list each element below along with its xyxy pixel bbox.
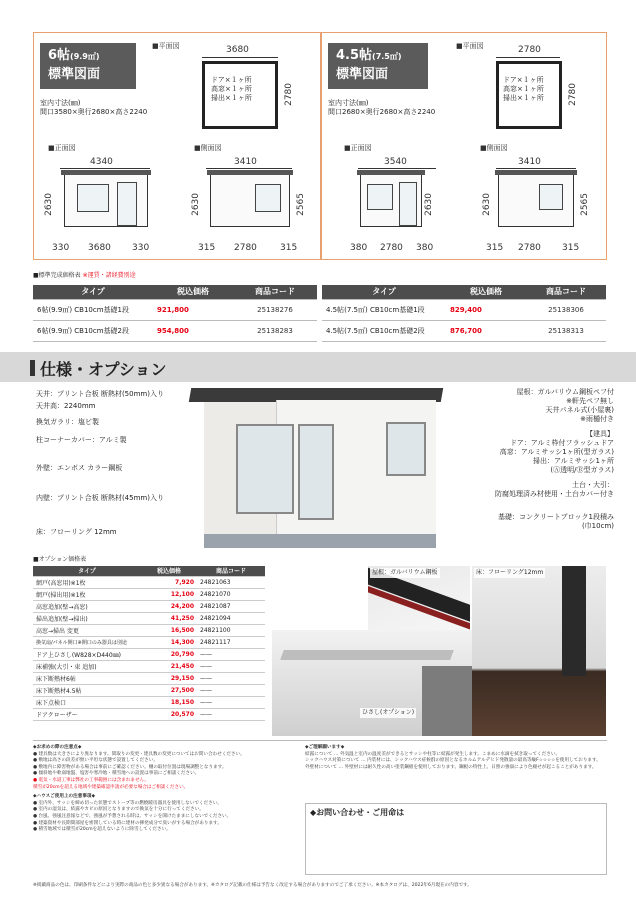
price-section-title: ■標準完成価格表 ※運賃・諸経費別途 — [33, 272, 136, 279]
spec-heading: 仕様・オプション — [40, 360, 167, 379]
side-label: ■側面図 — [194, 144, 222, 152]
plan-width-dim: 3680 — [226, 45, 249, 55]
table-row: 換気扇/パネル開口※開口のみ器具は別途 14,300 24821117 — [33, 636, 265, 648]
contact-notes: ◆ご理解願います◆ 結露について … 外気温と室内の温度差ができるとサッシや柱等に結露が発生します。こまめに水滴を拭き取ってください。 シックハウス対策について … 内装材には、シックハウス症候群の原因となるホルムアルデヒド発散量の最高等級F☆☆☆☆を使用しております。 外壁材について … 外壁材には耐久性の高い塗装鋼板を使用しております。鋼板の特性上、日照の強弱により色褪せが起こることがあります。 — [305, 745, 601, 770]
table-row: 網戸(高窓用)※1枚 7,920 24821063 — [33, 576, 265, 588]
price-table-right: タイプ 税込価格 商品コード 4.5帖(7.5㎡) CB10cm基礎1段 829,400 25138306 4.5帖(7.5㎡) CB10cm基礎2段 876,700 25138313 — [322, 285, 606, 342]
room-dim: 間口3580×奥行2680×高さ2240 — [40, 108, 148, 116]
table-row: 6帖(9.9㎡) CB10cm基礎1段 921,800 25138276 — [33, 299, 317, 320]
footer-note: ※掲載商品の色は、印刷条件などにより実際の商品の色と多少異なる場合があります。※カタログ記載の仕様は予告なく改定する場合がありますのでご了承ください。※本カタログは、2022年6月現在の内容です。 — [33, 883, 472, 888]
front-elevation — [64, 173, 148, 227]
table-row: 網戸(掃出用)※1枚 12,100 24821070 — [33, 588, 265, 600]
table-row: ドア上ひさし(W828×D440㎜) 20,790 —— — [33, 648, 265, 660]
table-row: 6帖(9.9㎡) CB10cm基礎2段 954,800 25138283 — [33, 320, 317, 341]
notes-area — [33, 740, 607, 878]
table-row: 床補強(大引・束 追加) 21,450 —— — [33, 660, 265, 672]
unit-45jo-box: 4.5帖(7.5㎡) 標準図面 ■平面図 2780 ドア×１ヶ所 高窓×１ヶ所 掃出×１ヶ所 2780 室内寸法(㎜) 間口2680×奥行2680×高さ2240 ■正面図 ■側面図 3540 2630 380 2780 380 3410 2630 2565 315 2780 315 — [321, 32, 607, 260]
unit-45jo-title: 4.5帖(7.5㎡) 標準図面 — [328, 43, 428, 89]
table-row: 4.5帖(7.5㎡) CB10cm基礎2段 876,700 25138313 — [322, 320, 606, 341]
options-table: タイプ 税込価格 商品コード 網戸(高窓用)※1枚 7,920 24821063 網戸(掃出用)※1枚 12,100 24821070 高窓追加(壁→高窓) 24,200 24821087 掃出追加(壁→掃出) 41,250 24821094 高窓→掃出 変更 16,500 24821100 換気扇/パネル開口※開口のみ器具は別途 14,300 24821117 ドア上ひさし(W828×D440㎜) 20,790 —— 床補強(大引・束 追加) 21,450 —— 床下断熱材6帖 29,150 —— 床下断熱材4.5帖 27,500 —— 床下点検口 18,150 —— ドアクローザー 20,570 —— — [33, 566, 265, 721]
photo-floor: 床：フローリング12mm — [472, 566, 606, 736]
photo-canopy: ひさし(オプション) — [272, 630, 472, 736]
floor-plan: ドア×１ヶ所 高窓×１ヶ所 掃出×１ヶ所 — [202, 61, 278, 129]
options-title: ■オプション価格表 — [33, 556, 87, 563]
price-table-left — [33, 285, 317, 342]
table-row: 高窓→掃出 変更 16,500 24821100 — [33, 624, 265, 636]
table-row: 床下断熱材6帖 29,150 —— — [33, 672, 265, 684]
plan-label: ■平面図 — [152, 42, 180, 50]
floor-plan: ドア×１ヶ所 高窓×１ヶ所 掃出×１ヶ所 — [496, 61, 562, 129]
col-price: 税込価格 — [153, 285, 233, 299]
spec-heading-bar — [0, 352, 636, 382]
front-label: ■正面図 — [48, 144, 76, 152]
col-code: 商品コード — [233, 285, 317, 299]
side-elevation — [210, 173, 290, 227]
inquiry-box: ◆お問い合わせ・ご用命は — [305, 803, 607, 875]
table-row: 床下点検口 18,150 —— — [33, 696, 265, 708]
building-photo — [190, 382, 450, 554]
table-row: 4.5帖(7.5㎡) CB10cm基礎1段 829,400 25138306 — [322, 299, 606, 320]
room-dim-title: 室内寸法(㎜) — [40, 99, 81, 107]
table-row: 高窓追加(壁→高窓) 24,200 24821087 — [33, 600, 265, 612]
order-notes: ◆お求めの際の注意点◆ ● 建具数は大きさにより異なります。間取りの変更・建具数の変更についてはお問い合わせください。 ● 敷地は高さの段差が無い平坦な状態で設置してください。 ● 敷地内に障害物がある場合は事前にご確認ください。樋の取付位置は現場調整となります。 ● 傾斜地や軟弱地盤、塩害や寒冷地・積雪地への設置は事前にご相談ください。 ● 電気・水道工事は弊社の工事範囲には含まれません。 積雪が20cmを超える地域や建築確認申請が必要な場合はご相談ください。 ◆ハウスご使用上の注意事項◆ ● 室内外、サッシを締め切った状態でストーブ等の燃焼暖房器具を使用しないでください。 ● 室内の湿気は、結露やカビの原因となりますので換気を十分に行ってください。 ● 台風、強風注意報などで、強風が予想される時は、サッシを開けたままにしないでください。 ● 建築資材や長期間部屋を密閉している時に建材の揮発成分で臭いがする場合があります。 ● 積雪地域では積雪が20cmを超えないように除雪してください。 — [33, 745, 245, 833]
spec-left-labels: 天井：プリント合板 断熱材(50mm)入り 天井高：2240mm 換気ガラリ：塩ビ製 柱コーナーカバー：アルミ製 外壁：エンボス カラー鋼板 内壁：プリント合板 断熱材(45mm)入り 床：フローリング 12mm — [36, 390, 164, 536]
unit-6jo-box: 6帖(9.9㎡) 標準図面 ■平面図 3680 ドア×１ヶ所 高窓×１ヶ所 掃出×１ヶ所 2780 室内寸法(㎜) 間口3580×奥行2680×高さ2240 ■正面図 ■側面図 4340 2630 330 3680 330 3410 2630 2565 315 2780 315 — [33, 32, 321, 260]
side-elevation — [498, 173, 574, 227]
spec-right-labels: 屋根：ガルバリウム鋼板ペフ付 ※軒先ペフ無し 天井パネル式(小屋裏) ※雨樋付き 【建具】 ドア：アルミ枠付フラッシュドア 高窓：アルミサッシ1ヶ所(型ガラス) 掃出：アルミサッシ1ヶ所 (Ⓐ透明/Ⓑ型ガラス) 土台・大引： 防腐処理済み材使用・土台カバー付き 基礎：コンクリートブロック1段積み (巾10cm) — [495, 388, 614, 530]
plan-depth-dim: 2780 — [284, 83, 294, 106]
table-row: 床下断熱材4.5帖 27,500 —— — [33, 684, 265, 696]
table-row: 掃出追加(壁→掃出) 41,250 24821094 — [33, 612, 265, 624]
table-row: ドアクローザー 20,570 —— — [33, 708, 265, 720]
photo-roof: 屋根：ガルバリウム鋼板 — [368, 566, 470, 736]
unit-6jo-title: 6帖(9.9㎡) 標準図面 — [40, 43, 136, 89]
front-elevation — [360, 173, 422, 227]
col-type: タイプ — [33, 285, 153, 299]
